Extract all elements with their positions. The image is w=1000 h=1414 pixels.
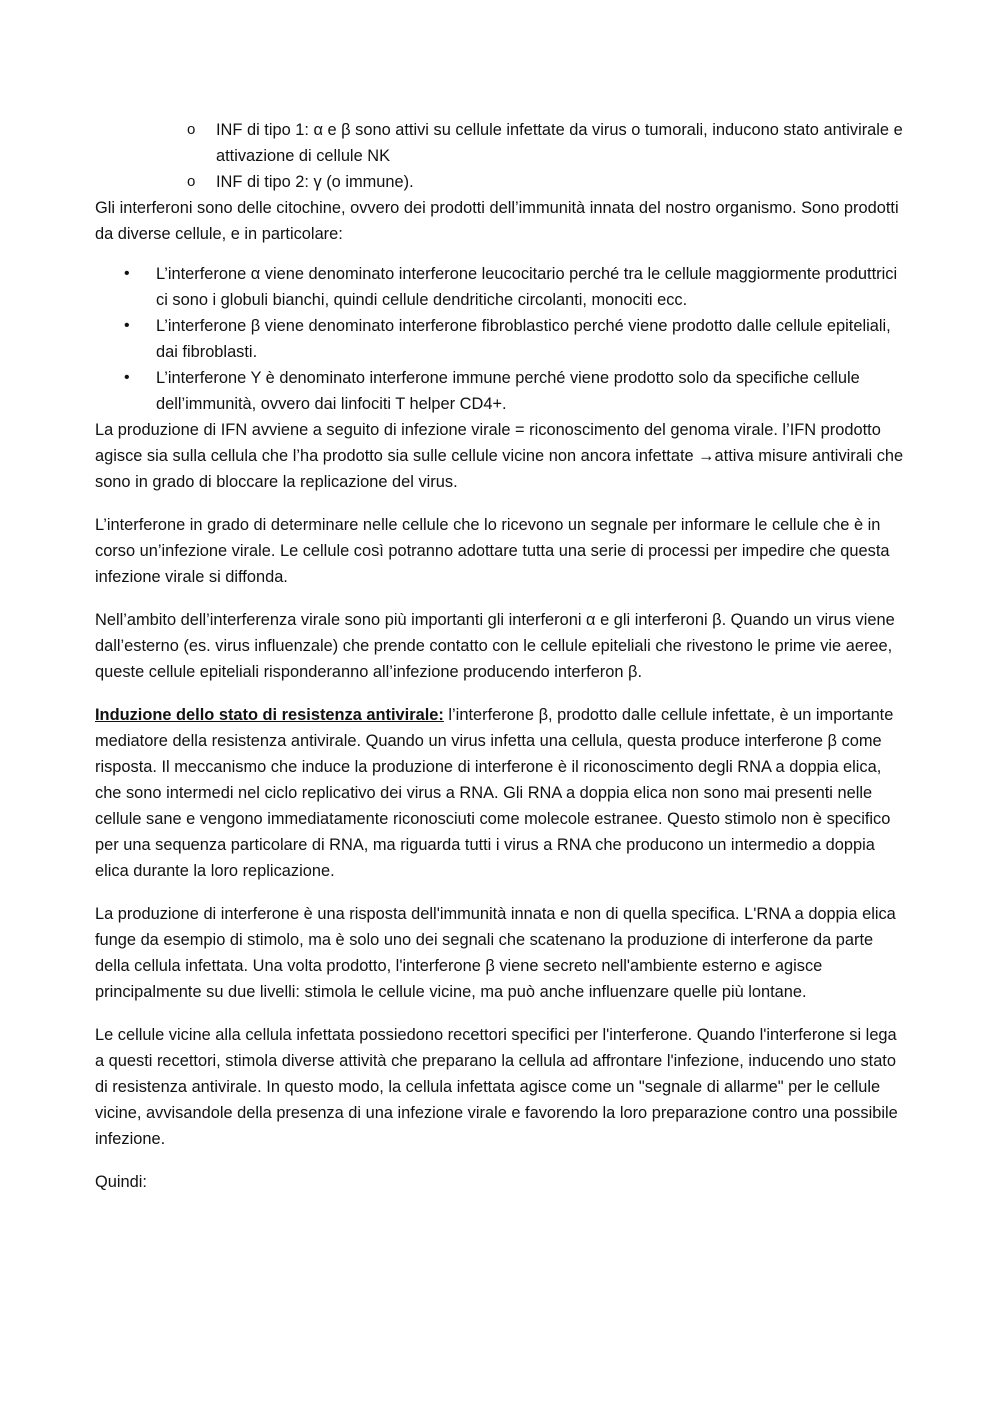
innate-immunity-paragraph: La produzione di interferone è una risposta dell'immunità innata e non di quella specifica. L'RNA a doppia elica funge da esempio di stimolo, ma è solo uno dei segnali che scatenano la produzione di interferone da parte della cellula infettata. Una volta prodotto, l'interferone β viene secreto nell'ambiente esterno e agisce principalmente su due livelli: stimola le cellule vicine, ma può anche influenzare quelle più lontane. (95, 905, 896, 1001)
viral-interference-paragraph: Nell’ambito dell’interferenza virale sono più importanti gli interferoni α e gli interferoni β. Quando un virus viene dall’esterno (es. virus influenzale) che prende contatto con le cellule epiteliali che rivestono le prime vie aeree, queste cellule epiteliali risponderanno all’infezione producendo interferon β. (95, 611, 895, 681)
induction-body: l’interferone β, prodotto dalle cellule infettate, è un importante mediatore della resistenza antivirale. Quando un virus infetta una cellula, questa produce interferone β come risposta. Il meccanismo che induce la produzione di interferone è il riconoscimento degli RNA a doppia elica, che sono intermedi nel ciclo replicativo dei virus a RNA. Gli RNA a doppia elica non sono mai presenti nelle cellule sane e vengono immediatamente riconosciuti come molecole estranee. Questo stimolo non è specifico per una sequenza particolare di RNA, ma riguarda tutti i virus a RNA che producono un intermedio a doppia elica durante la loro replicazione. (95, 706, 894, 880)
document-page (95, 117, 905, 1195)
induction-heading: Induzione dello stato di resistenza antivirale: (95, 706, 444, 724)
interferon-sources-list (95, 261, 905, 417)
receptors-paragraph: Le cellule vicine alla cellula infettata possiedono recettori specifici per l'interferone. Quando l'interferone si lega a questi recettori, stimola diverse attività che preparano la cellula ad affrontare l'infezione, inducendo uno stato di resistenza antivirale. In questo modo, la cellula infettata agisce come un "segnale di allarme" per le cellule vicine, avvisandole della presenza di una infezione virale e favorendo la loro preparazione contro una possibile infezione. (95, 1026, 898, 1148)
intro-paragraph: Gli interferoni sono delle citochine, ovvero dei prodotti dell’immunità innata del nostro organismo. Sono prodotti da diverse cellule, e in particolare: (95, 199, 899, 243)
sub-list-item: o INF di tipo 2: γ (o immune). (95, 169, 905, 195)
bullet-item-beta: • L’interferone β viene denominato interferone fibroblastico perché viene prodotto dalle cellule epiteliali, dai fibroblasti. (95, 313, 905, 365)
bullet-item-gamma: • L’interferone Y è denominato interferone immune perché viene prodotto solo da specifiche cellule dell’immunità, ovvero dai linfociti T helper CD4+. (95, 365, 905, 417)
bullet-item-alpha: • L’interferone α viene denominato interferone leucocitario perché tra le cellule maggiormente produttrici ci sono i globuli bianchi, quindi cellule dendritiche circolanti, monociti ecc. (95, 261, 905, 313)
production-paragraph: La produzione di IFN avviene a seguito di infezione virale = riconoscimento del genoma virale. l’IFN prodotto agisce sia sulla cellula che l’ha prodotto sia sulle cellule vicine non ancora infettate →attiva misure antivirali che sono in grado di bloccare la replicazione del virus. (95, 421, 904, 491)
sub-list-item: o INF di tipo 1: α e β sono attivi su cellule infettate da virus o tumorali, inducono stato antivirale e attivazione di cellule NK (95, 117, 905, 169)
closing-paragraph: Quindi: (95, 1173, 147, 1191)
interferon-types-sublist (95, 117, 905, 195)
signal-paragraph: L’interferone in grado di determinare nelle cellule che lo ricevono un segnale per informare le cellule che è in corso un’infezione virale. Le cellule così potranno adottare tutta una serie di processi per impedire che questa infezione virale si diffonda. (95, 516, 890, 586)
induction-paragraph (95, 702, 905, 884)
